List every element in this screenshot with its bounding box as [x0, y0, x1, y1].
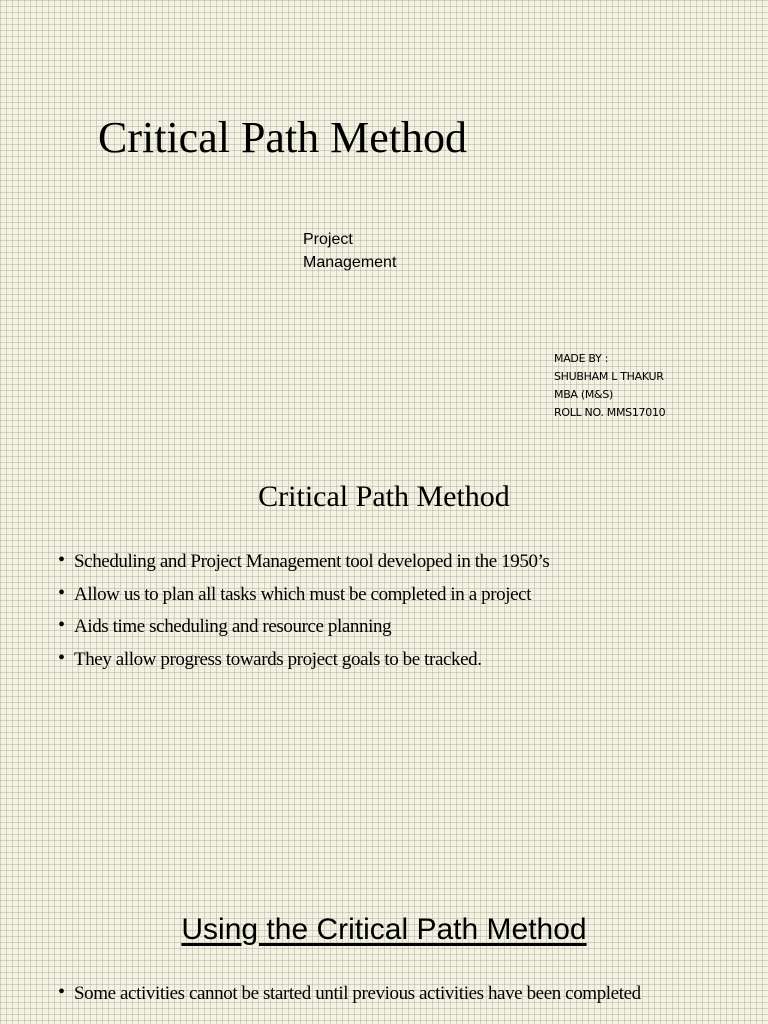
- bullet-icon: •: [58, 581, 65, 604]
- subtitle-line: Project: [303, 231, 353, 248]
- bullet-icon: •: [58, 549, 65, 571]
- slide-usage: [0, 860, 768, 1024]
- bullet-item: [58, 982, 658, 1006]
- slide-heading: Critical Path Method: [258, 480, 510, 513]
- bullet-text: Aids time scheduling and resource planning: [74, 616, 392, 637]
- subtitle-line: Management: [303, 254, 397, 271]
- credits-line: SHUBHAM L THAKUR: [554, 370, 664, 383]
- credits-line: MADE BY :: [554, 352, 609, 365]
- slide-subtitle: [303, 228, 396, 274]
- bullet-icon: •: [58, 614, 65, 636]
- slide-overview: [0, 440, 768, 860]
- bullet-item: [58, 611, 549, 644]
- slide-title: [0, 0, 768, 440]
- bullet-icon: •: [58, 646, 65, 669]
- bullet-text: They allow progress towards project goals to be tracked.: [74, 648, 482, 670]
- bullet-item: [58, 546, 549, 579]
- bullet-item: [58, 644, 549, 677]
- bullet-item: [58, 579, 549, 612]
- bullet-text: Allow us to plan all tasks which must be completed in a project: [74, 583, 532, 605]
- author-credits: [554, 350, 665, 422]
- bullet-icon: •: [58, 981, 65, 1003]
- bullet-text: Scheduling and Project Management tool developed in the 1950’s: [74, 551, 550, 572]
- bullet-list: [58, 982, 658, 1006]
- slide-heading: Using the Critical Path Method: [181, 913, 587, 946]
- bullet-list: [58, 546, 549, 676]
- slide-title-heading: Critical Path Method: [98, 113, 468, 162]
- bullet-text: Some activities cannot be started until previous activities have been completed: [74, 983, 641, 1004]
- credits-line: ROLL NO. MMS17010: [554, 406, 666, 419]
- credits-line: MBA (M&S): [554, 388, 613, 401]
